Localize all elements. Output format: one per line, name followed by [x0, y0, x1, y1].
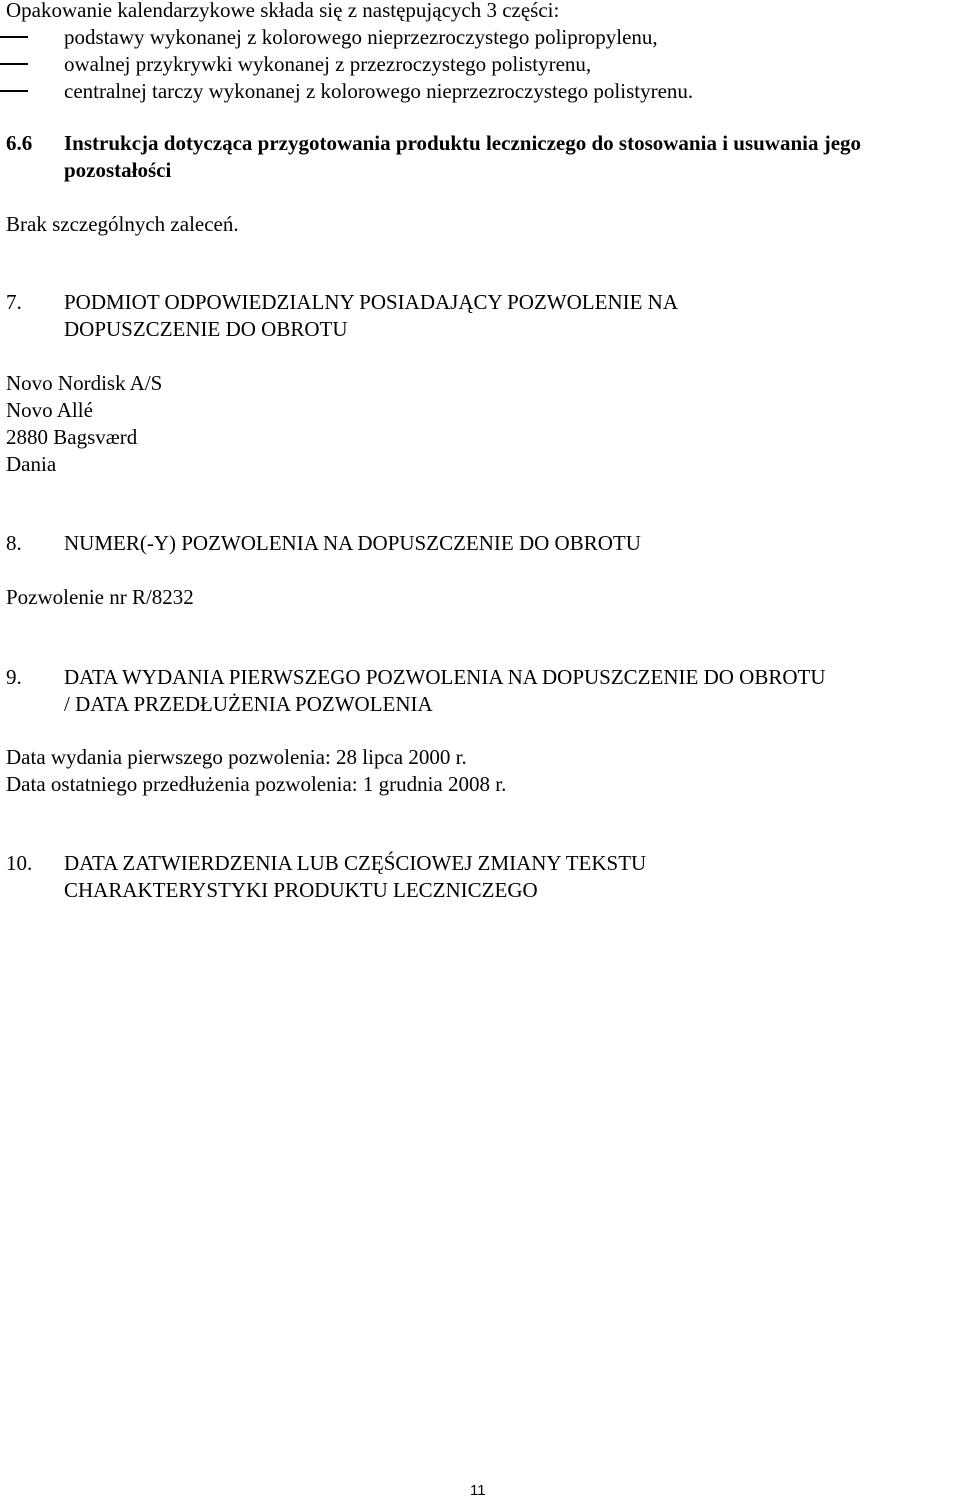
address-line: Dania [6, 452, 57, 476]
bullet-dash [0, 36, 28, 38]
section-7-title-line2: DOPUSZCZENIE DO OBROTU [64, 317, 348, 341]
section-10-number: 10. [6, 851, 33, 875]
section-7-title-line1: PODMIOT ODPOWIEDZIALNY POSIADAJĄCY POZWOLENIE NA [64, 290, 679, 314]
section-9-body-line2: Data ostatniego przedłużenia pozwolenia: 1 grudnia 2008 r. [6, 772, 507, 796]
section-8-number: 8. [6, 531, 22, 555]
bullet-dash [0, 63, 28, 65]
section-10-title-line1: DATA ZATWIERDZENIA LUB CZĘŚCIOWEJ ZMIANY TEKSTU [64, 851, 647, 875]
address-line: Novo Allé [6, 398, 93, 422]
section-6-6-number: 6.6 [6, 131, 33, 155]
bullet-dash [0, 90, 28, 92]
section-9-title-line1: DATA WYDANIA PIERWSZEGO POZWOLENIA NA DOPUSZCZENIE DO OBROTU [64, 665, 826, 689]
section-6-6-body: Brak szczególnych zaleceń. [6, 212, 239, 236]
intro-item-3: centralnej tarczy wykonanej z kolorowego nieprzezroczystego polistyrenu. [64, 79, 694, 103]
section-6-6-title-line2: pozostałości [64, 158, 172, 182]
intro-item-1: podstawy wykonanej z kolorowego nieprzezroczystego polipropylenu, [64, 25, 658, 49]
address-line: Novo Nordisk A/S [6, 371, 163, 395]
section-9-body-line1: Data wydania pierwszego pozwolenia: 28 lipca 2000 r. [6, 745, 467, 769]
section-9-number: 9. [6, 665, 22, 689]
address-line: 2880 Bagsværd [6, 425, 138, 449]
intro-item-2: owalnej przykrywki wykonanej z przezroczystego polistyrenu, [64, 52, 592, 76]
section-8-title: NUMER(-Y) POZWOLENIA NA DOPUSZCZENIE DO OBROTU [64, 531, 641, 555]
page-number: 11 [470, 1482, 486, 1499]
section-6-6-title-line1: Instrukcja dotycząca przygotowania produktu leczniczego do stosowania i usuwania jego [64, 131, 862, 155]
section-8-body: Pozwolenie nr R/8232 [6, 585, 194, 609]
section-7-number: 7. [6, 290, 22, 314]
section-9-title-line2: / DATA PRZEDŁUŻENIA POZWOLENIA [64, 692, 433, 716]
intro-text: Opakowanie kalendarzykowe składa się z następujących 3 części: [6, 0, 560, 22]
section-10-title-line2: CHARAKTERYSTYKI PRODUKTU LECZNICZEGO [64, 878, 538, 902]
